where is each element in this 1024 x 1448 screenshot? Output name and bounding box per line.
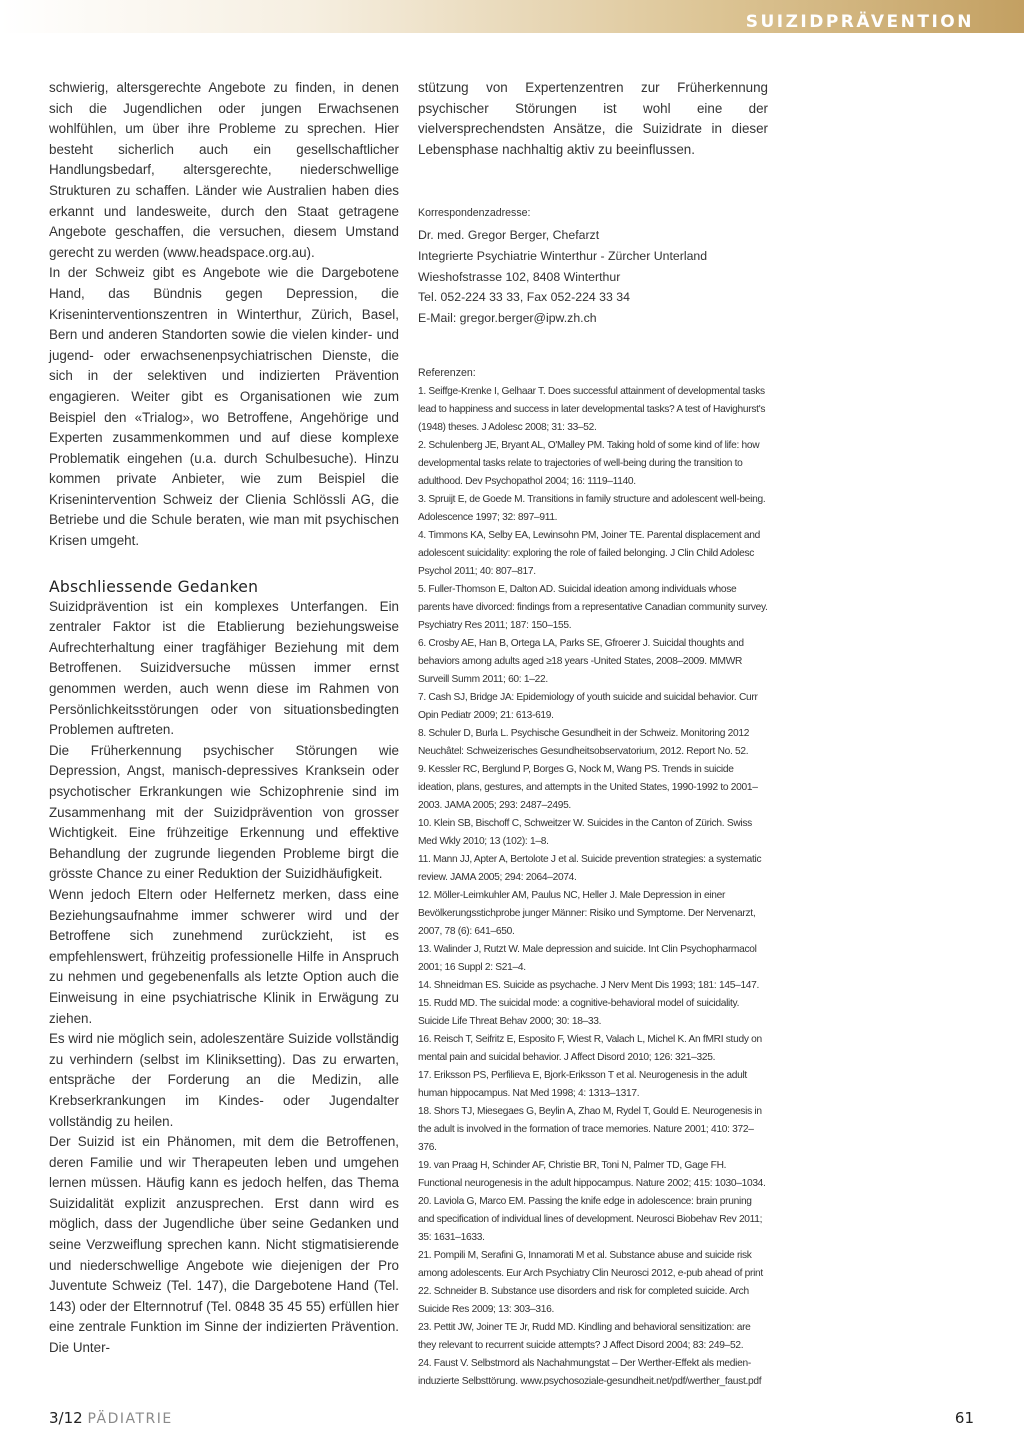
journal-name: PÄDIATRIE (87, 1411, 173, 1427)
issue-number: 3/12 (49, 1409, 83, 1427)
contact-name: Dr. med. Gregor Berger, Chefarzt (418, 228, 600, 243)
reference-item: 10. Klein SB, Bischoff C, Schweitzer W. Suicides in the Canton of Zürich. Swiss Med Wkly 2010; 13 (102): 1–8. (418, 818, 752, 848)
section-title: SUIZIDPRÄVENTION (745, 12, 974, 32)
paragraph: Wenn jedoch Eltern oder Helfernetz merken, dass eine Beziehungsaufnahme immer schwerer wird und der Betroffene sich zunehmend zurückzieht, ist es empfehlenswert, frühzeitig professionelle Hilfe in Anspruch zu nehmen und gegebenenfalls als letzte Option auch die Einweisung in eine psychiatrische Klinik in Erwägung zu ziehen. (49, 886, 399, 1026)
reference-item: 18. Shors TJ, Miesegaes G, Beylin A, Zhao M, Rydel T, Gould E. Neurogenesis in the adult is involved in the formation of trace memories. Nature 2001; 410: 372–376. (418, 1106, 762, 1154)
paragraph: Die Früherkennung psychischer Störungen wie Depression, Angst, manisch-depressives Kranksein oder psychotischer Erkrankungen wie Schizophrenie sind im Zusammenhang mit der Suizidprävention von grosser Wichtigkeit. Eine frühzeitige Erkennung und effektive Behandlung der zugrunde liegenden Probleme birgt die grösste Chance zu einer Reduktion der Suizidhäufigkeit. (49, 742, 399, 882)
reference-item: 12. Möller-Leimkuhler AM, Paulus NC, Heller J. Male Depression in einer Bevölkerungsstichprobe junger Männer: Risiko und Symptome. Der Nervenarzt, 2007, 78 (6): 641–650. (418, 890, 756, 938)
paragraph: Der Suizid ist ein Phänomen, mit dem die Betroffenen, deren Familie und wir Therapeuten leben und umgehen lernen müssen. Häufig kann es jedoch helfen, das Thema Suizidalität explizit anzusprechen. Erst dann wird es möglich, dass der Jugendliche über seine Gedanken und seine Verzweiflung sprechen kann. Nicht stigmatisierende und niederschwellige Angebote wie diejenigen der Pro Juventute Schweiz (Tel. 147), die Dargebotene Hand (Tel. 143) oder der Elternnotruf (Tel. 0848 35 45 55) erfüllen hier eine zentrale Funktion im Sinne der indizierten Prävention. Die Unter- (49, 1134, 399, 1356)
reference-item: 13. Walinder J, Rutzt W. Male depression and suicide. Int Clin Psychopharmacol 2001; 16 Suppl 2: S21–4. (418, 944, 757, 974)
reference-item: 24. Faust V. Selbstmord als Nachahmungstat – Der Werther-Effekt als medien-induzierte Selbsttörung. www.psychosoziale-gesundheit.net/pdf/werther_faust.pdf (418, 1358, 762, 1388)
reference-item: 21. Pompili M, Serafini G, Innamorati M et al. Substance abuse and suicide risk among adolescents. Eur Arch Psychiatry Clin Neurosci 2012, e-pub ahead of print (418, 1250, 763, 1280)
paragraph: In der Schweiz gibt es Angebote wie die Dargebotene Hand, das Bündnis gegen Depression, die Kriseninterventionszentren in Winterthur, Zürich, Basel, Bern und anderen Standorten sowie die vielen kinder- und jugend- oder erwachsenenpsychiatrischen Dienste, die sich in der selektiven und indizierten Prävention engagieren. Weiter gibt es Organisationen wie zum Beispiel den «Trialog», wo Betroffene, Angehörige und Experten zusammenkommen und auf diese komplexe Problematik eingehen (u.a. durch Schulbesuche). Hinzu kommen private Anbieter, wie zum Beispiel die Krisenintervention Schweiz der Clienia Schlössli AG, die Betriebe und die Schule beraten, wie man mit psychischen Krisen umgeht. (49, 265, 399, 549)
contact-organization: Integrierte Psychiatrie Winterthur - Zürcher Unterland (418, 248, 708, 263)
spacer (49, 552, 399, 566)
reference-item: 4. Timmons KA, Selby EA, Lewinsohn PM, Joiner TE. Parental displacement and adolescent suicidality: exploring the role of failed belonging. J Clin Child Adolesc Psychol 2011; 40: 807–817. (418, 530, 760, 578)
right-column (418, 78, 768, 1391)
references-block (418, 366, 768, 1391)
reference-item: 2. Schulenberg JE, Bryant AL, O'Malley PM. Taking hold of some kind of life: how developmental tasks relate to trajectories of well-being during the transition to adulthood. Dev Psychopathol 2004; 16: 1119–1140. (418, 440, 760, 488)
reference-item: 23. Pettit JW, Joiner TE Jr, Rudd MD. Kindling and behavioral sensitization: are they relevant to recurrent suicide attempts? J Affect Disord 2004; 83: 249–52. (418, 1322, 751, 1352)
reference-item: 19. van Praag H, Schinder AF, Christie BR, Toni N, Palmer TD, Gage FH. Functional neurogenesis in the adult hippocampus. Nature 2002; 415: 1030–1034. (418, 1160, 766, 1190)
paragraph: stützung von Expertenzentren zur Früherkennung psychischer Störungen ist wohl eine der vielversprechendsten Ansätze, die Suizidrate in dieser Lebensphase nachhaltig aktiv zu beeinflussen. (418, 80, 768, 157)
reference-item: 1. Seiffge-Krenke I, Gelhaar T. Does successful attainment of developmental tasks lead to happiness and success in later developmental tasks? A test of Havighurst's (1948) theses. J Adolesc 2008; 31: 33–52. (418, 386, 766, 434)
reference-item: 22. Schneider B. Substance use disorders and risk for completed suicide. Arch Suicide Res 2009; 13: 303–316. (418, 1286, 749, 1316)
reference-list (418, 383, 768, 1391)
reference-item: 9. Kessler RC, Berglund P, Borges G, Nock M, Wang PS. Trends in suicide ideation, plans, gestures, and attempts in the United States, 1990-1992 to 2001–2003. JAMA 2005; 293: 2487–2495. (418, 764, 758, 812)
page-number: 61 (954, 1409, 974, 1427)
left-column (49, 78, 399, 1359)
paragraph: Es wird nie möglich sein, adoleszentäre Suizide vollständig zu verhindern (selbst im Kliniksetting). Das zu erwarten, entspräche der Forderung an die Medizin, alle Krebserkrankungen im Kindes- oder Jugendalter vollständig zu heilen. (49, 1031, 399, 1129)
reference-item: 11. Mann JJ, Apter A, Bertolote J et al. Suicide prevention strategies: a systematic review. JAMA 2005; 294: 2064–2074. (418, 854, 762, 884)
reference-item: 15. Rudd MD. The suicidal mode: a cognitive-behavioral model of suicidality. Suicide Life Threat Behav 2000; 30: 18–33. (418, 998, 740, 1028)
contact-phone: Tel. 052-224 33 33, Fax 052-224 33 34 (418, 290, 630, 305)
reference-item: 16. Reisch T, Seifritz E, Esposito F, Wiest R, Valach L, Michel K. An fMRI study on mental pain and suicidal behavior. J Affect Disord 2010; 126: 321–325. (418, 1034, 762, 1064)
reference-item: 5. Fuller-Thomson E, Dalton AD. Suicidal ideation among individuals whose parents have divorced: findings from a representative Canadian community survey. Psychiatry Res 2011; 187: 150–155. (418, 584, 768, 632)
paragraph: Suizidprävention ist ein komplexes Unterfangen. Ein zentraler Faktor ist die Etablierung beziehungsweise Aufrechterhaltung einer tragfähiger Beziehung mit dem Betroffenen. Suizidversuche müssen immer ernst genommen werden, auch wenn diese im Rahmen von Persönlichkeitsstörungen oder von situationsbedingten Problemen auftreten. (49, 598, 399, 738)
section-heading: Abschliessende Gedanken (49, 577, 259, 596)
reference-item: 17. Eriksson PS, Perfilieva E, Bjork-Eriksson T et al. Neurogenesis in the adult human hippocampus. Nat Med 1998; 4: 1313–1317. (418, 1070, 747, 1100)
paragraph: schwierig, altersgerechte Angebote zu finden, in denen sich die Jugendlichen oder jungen Erwachsenen wohlfühlen, um über ihre Probleme zu sprechen. Hier besteht sicherlich auch ein gesellschaftlicher Handlungsbedarf, altersgerechte, niederschwellige Strukturen zu schaffen. Länder wie Australien haben dies erkannt und landesweite, durch den Staat getragene Angebote geschaffen, die versuchen, diesem Umstand gerecht zu werden (www.headspace.org.au). (49, 80, 399, 260)
contact-email: E-Mail: gregor.berger@ipw.zh.ch (418, 310, 597, 325)
contact-heading: Korrespondenzadresse: (418, 207, 531, 220)
contact-address: Wieshofstrasse 102, 8408 Winterthur (418, 269, 621, 284)
reference-item: 3. Spruijt E, de Goede M. Transitions in family structure and adolescent well-being. Adolescence 1997; 32: 897–911. (418, 494, 766, 524)
reference-item: 7. Cash SJ, Bridge JA: Epidemiology of youth suicide and suicidal behavior. Curr Opin Pediatr 2009; 21: 613-619. (418, 692, 758, 722)
references-heading: Referenzen: (418, 367, 476, 380)
contact-block (418, 206, 768, 328)
footer-issue (49, 1408, 173, 1429)
reference-item: 20. Laviola G, Marco EM. Passing the knife edge in adolescence: brain pruning and specification of individual lines of development. Neurosci Biobehav Rev 2011; 35: 1631–1633. (418, 1196, 763, 1244)
reference-item: 6. Crosby AE, Han B, Ortega LA, Parks SE, Gfroerer J. Suicidal thoughts and behaviors among adults aged ≥18 years -United States, 2008–2009. MMWR Surveill Summ 2011; 60: 1–22. (418, 638, 744, 686)
reference-item: 14. Shneidman ES. Suicide as psychache. J Nerv Ment Dis 1993; 181: 145–147. (418, 980, 760, 992)
reference-item: 8. Schuler D, Burla L. Psychische Gesundheit in der Schweiz. Monitoring 2012 Neuchâtel: Schweizerisches Gesundheitsobservatorium, 2012. Report No. 52. (418, 728, 750, 758)
